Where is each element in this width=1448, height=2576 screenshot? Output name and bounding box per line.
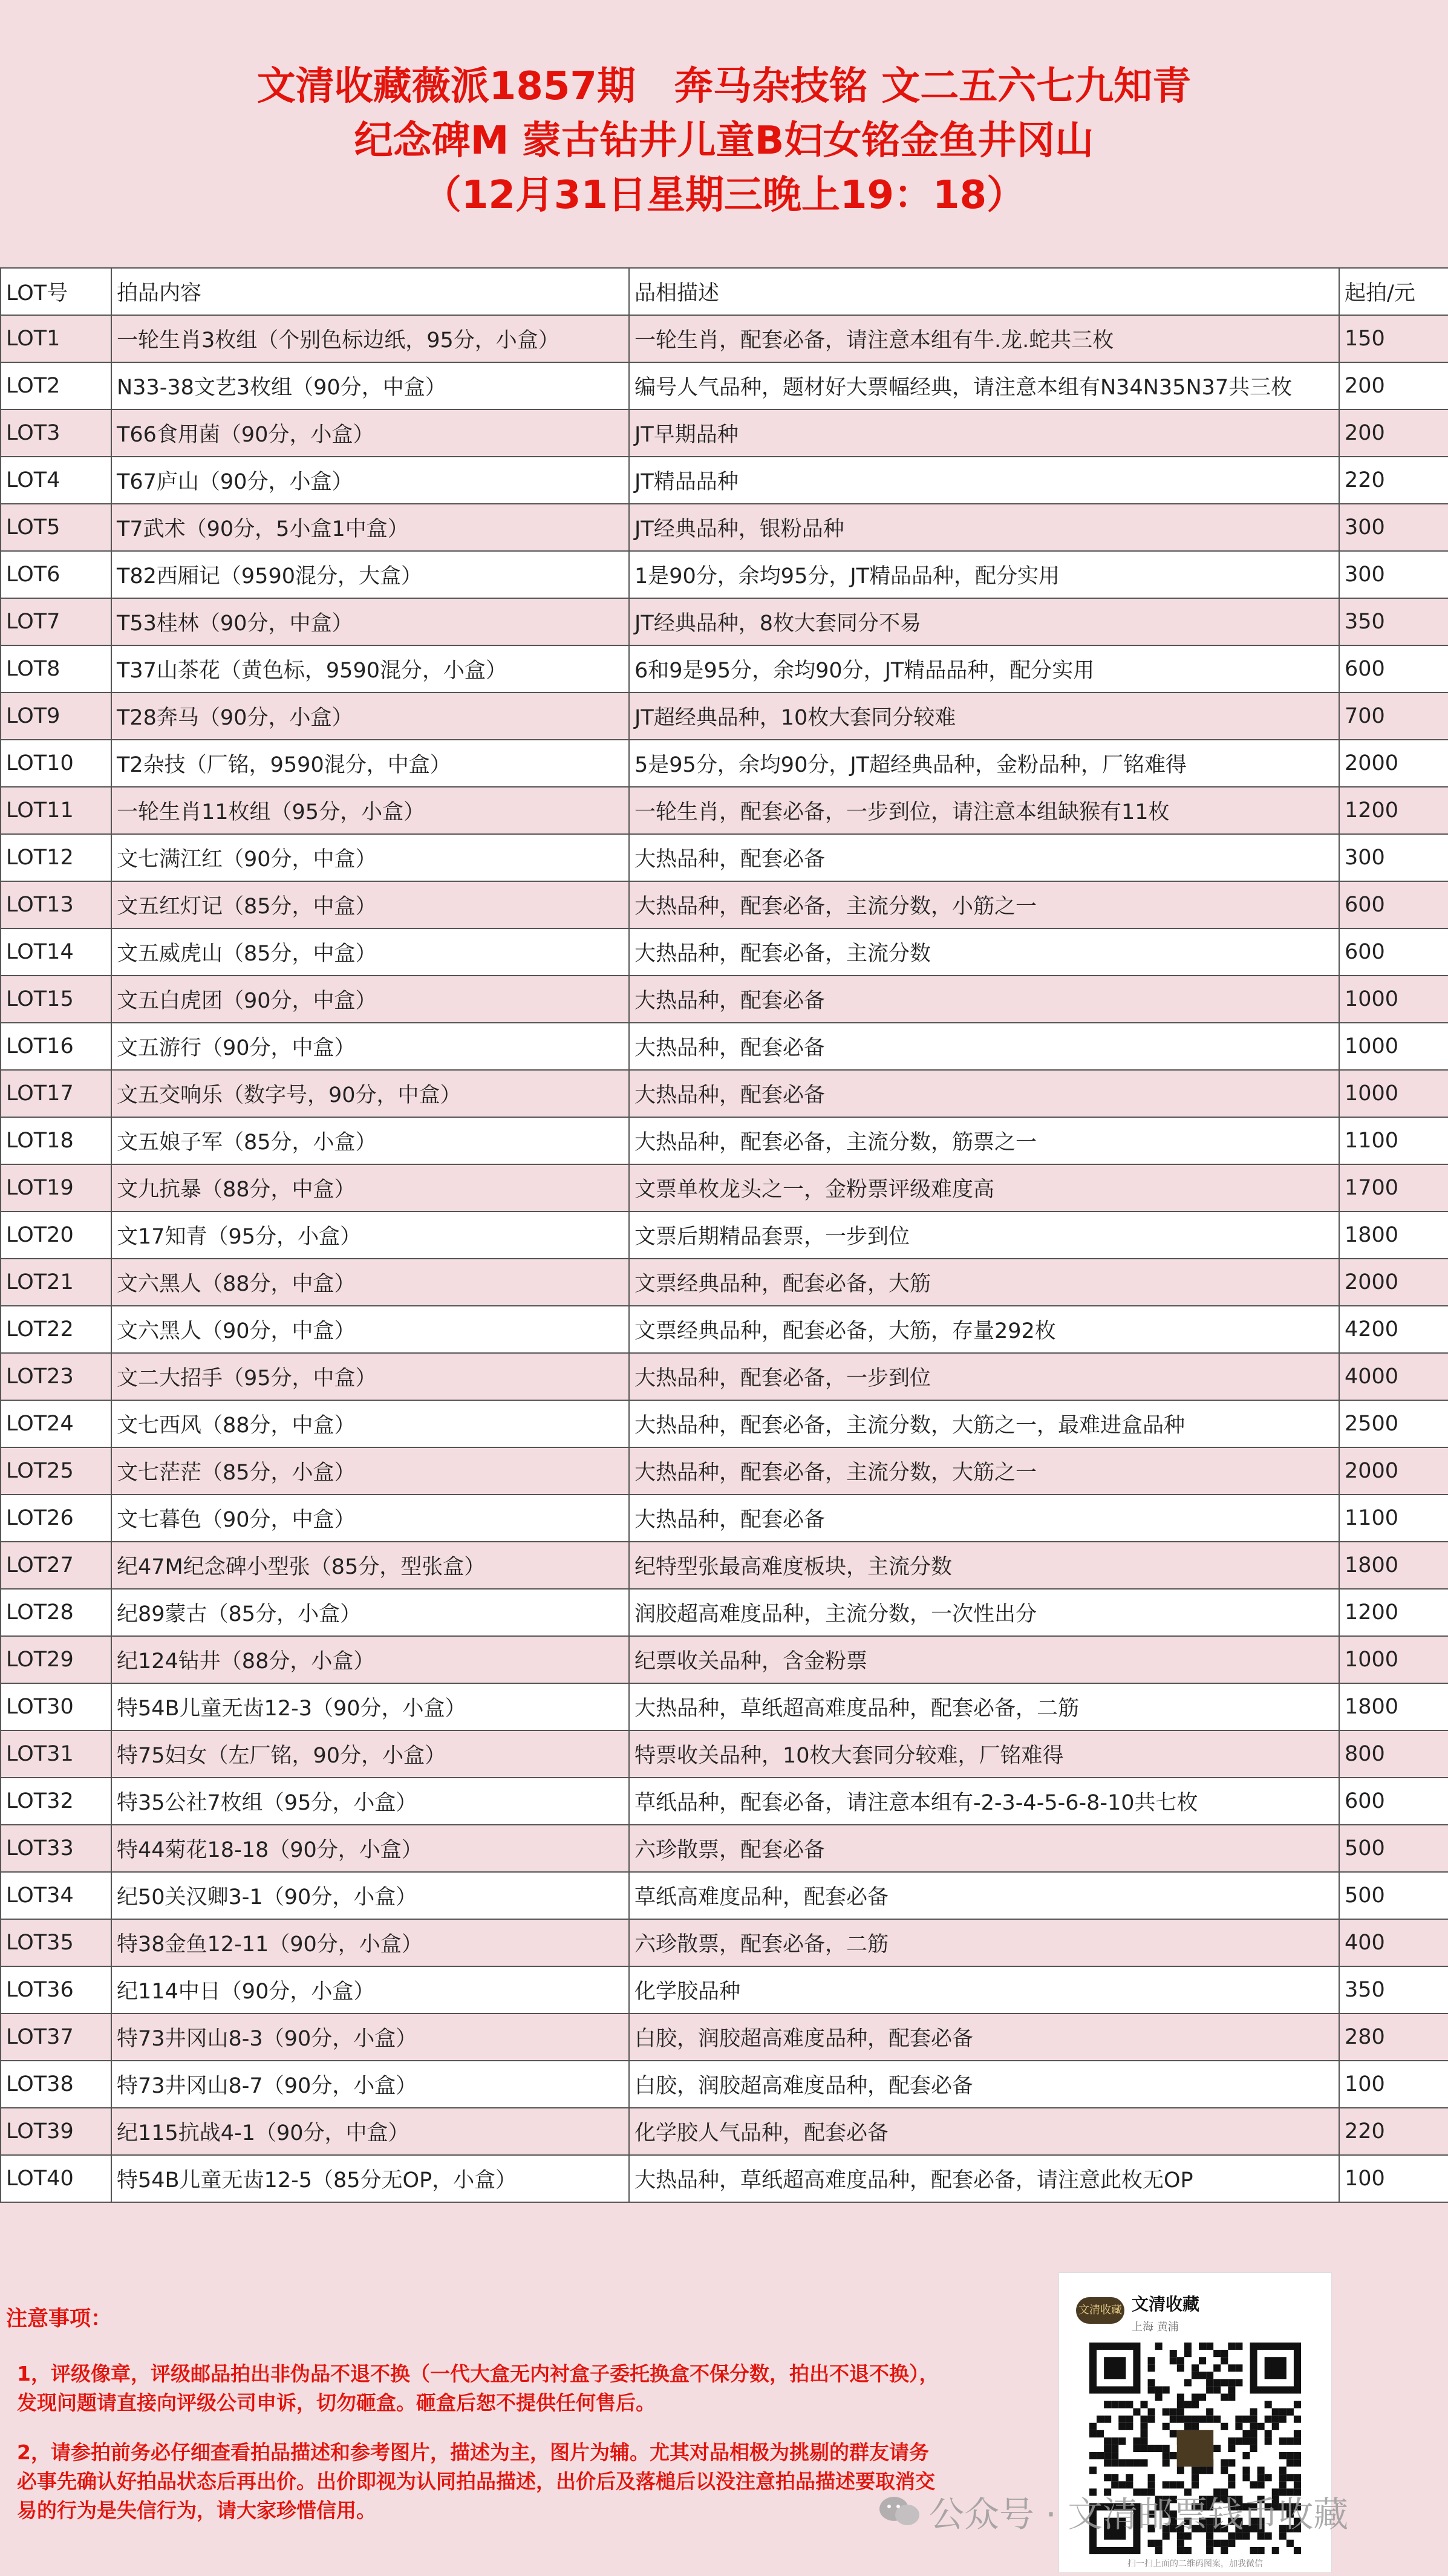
qr-caption: 扫一扫上面的二维码图案，加我微信 bbox=[1127, 2559, 1263, 2569]
table-row bbox=[1, 1164, 1448, 1211]
lot-number: LOT4 bbox=[1, 457, 111, 504]
lot-description: 一轮生肖，配套必备，请注意本组有牛.龙.蛇共三枚 bbox=[629, 315, 1339, 362]
lot-number: LOT11 bbox=[1, 787, 111, 834]
table-row bbox=[1, 1070, 1448, 1117]
table-row bbox=[1, 457, 1448, 504]
lot-description: JT精品品种 bbox=[629, 457, 1339, 504]
lot-start-price: 1700 bbox=[1339, 1164, 1448, 1211]
lot-number: LOT20 bbox=[1, 1211, 111, 1259]
table-row bbox=[1, 1683, 1448, 1730]
lot-number: LOT2 bbox=[1, 362, 111, 409]
title-line-1: 文清收藏薇派1857期 奔马杂技铭 文二五六七九知青 bbox=[256, 64, 1192, 109]
lot-description: 6和9是95分，余均90分，JT精品品种，配分实用 bbox=[629, 645, 1339, 693]
lot-content: N33-38文艺3枚组（90分，中盒） bbox=[111, 362, 629, 409]
table-row bbox=[1, 1259, 1448, 1306]
lot-content: T53桂林（90分，中盒） bbox=[111, 598, 629, 645]
lot-start-price: 1800 bbox=[1339, 1683, 1448, 1730]
notes-item-1: 1，评级像章，评级邮品拍出非伪品不退不换（一代大盒无内衬盒子委托换盒不保分数，拍出不退不换），发现问题请直接向评级公司申诉，切勿砸盒。砸盒后恕不提供任何售后。 bbox=[17, 2362, 939, 2415]
lot-start-price: 200 bbox=[1339, 409, 1448, 457]
notes-section bbox=[0, 2260, 1448, 2576]
lot-start-price: 200 bbox=[1339, 362, 1448, 409]
lot-content: T67庐山（90分，小盒） bbox=[111, 457, 629, 504]
page-header bbox=[0, 0, 1448, 266]
lot-start-price: 1000 bbox=[1339, 1023, 1448, 1070]
lot-number: LOT23 bbox=[1, 1353, 111, 1400]
table-row bbox=[1, 976, 1448, 1023]
lot-content: 文六黑人（88分，中盒） bbox=[111, 1259, 629, 1306]
lot-start-price: 1800 bbox=[1339, 1542, 1448, 1589]
lot-description: 文票经典品种，配套必备，大筋 bbox=[629, 1259, 1339, 1306]
lot-start-price: 220 bbox=[1339, 457, 1448, 504]
lot-number: LOT32 bbox=[1, 1778, 111, 1825]
lot-content: T28奔马（90分，小盒） bbox=[111, 693, 629, 740]
lot-number: LOT18 bbox=[1, 1117, 111, 1164]
notes-item-2: 2，请参拍前务必仔细查看拍品描述和参考图片，描述为主，图片为辅。尤其对品相极为挑剔的群友请务必事先确认好拍品状态后再出价。出价即视为认同拍品描述，出价后及落槌后以没注意拍品描述要取消交易的行为是失信行为，请大家珍惜信用。 bbox=[17, 2441, 935, 2522]
lot-number: LOT33 bbox=[1, 1825, 111, 1872]
lot-content: 特73井冈山8-3（90分，小盒） bbox=[111, 2014, 629, 2061]
table-row bbox=[1, 1825, 1448, 1872]
lot-start-price: 500 bbox=[1339, 1825, 1448, 1872]
lot-number: LOT38 bbox=[1, 2061, 111, 2108]
table-row bbox=[1, 551, 1448, 598]
lot-start-price: 600 bbox=[1339, 928, 1448, 976]
lot-table bbox=[0, 267, 1448, 2203]
table-row bbox=[1, 693, 1448, 740]
lot-content: 特35公社7枚组（95分，小盒） bbox=[111, 1778, 629, 1825]
table-row bbox=[1, 1117, 1448, 1164]
lot-description: JT经典品种，8枚大套同分不易 bbox=[629, 598, 1339, 645]
lot-start-price: 2500 bbox=[1339, 1400, 1448, 1447]
table-row bbox=[1, 1589, 1448, 1636]
lot-number: LOT28 bbox=[1, 1589, 111, 1636]
lot-start-price: 1200 bbox=[1339, 787, 1448, 834]
lot-description: 草纸高难度品种，配套必备 bbox=[629, 1872, 1339, 1919]
lot-description: 六珍散票，配套必备，二筋 bbox=[629, 1919, 1339, 1966]
lot-description: 大热品种，配套必备 bbox=[629, 1070, 1339, 1117]
table-row bbox=[1, 645, 1448, 693]
lot-description: 草纸品种，配套必备，请注意本组有-2-3-4-5-6-8-10共七枚 bbox=[629, 1778, 1339, 1825]
lot-number: LOT31 bbox=[1, 1730, 111, 1778]
table-row bbox=[1, 2155, 1448, 2202]
table-row bbox=[1, 2108, 1448, 2155]
lot-number: LOT10 bbox=[1, 740, 111, 787]
table-row bbox=[1, 1447, 1448, 1495]
column-header-price: 起拍/元 bbox=[1339, 268, 1448, 315]
lot-content: 文六黑人（90分，中盒） bbox=[111, 1306, 629, 1353]
lot-number: LOT30 bbox=[1, 1683, 111, 1730]
lot-number: LOT1 bbox=[1, 315, 111, 362]
lot-content: 文五游行（90分，中盒） bbox=[111, 1023, 629, 1070]
title-line-2: 纪念碑M 蒙古钻井儿童B妇女铭金鱼井冈山 bbox=[354, 119, 1094, 163]
lot-start-price: 100 bbox=[1339, 2155, 1448, 2202]
table-header-row bbox=[1, 268, 1448, 315]
lot-start-price: 280 bbox=[1339, 2014, 1448, 2061]
lot-number: LOT22 bbox=[1, 1306, 111, 1353]
lot-start-price: 1100 bbox=[1339, 1117, 1448, 1164]
lot-number: LOT26 bbox=[1, 1495, 111, 1542]
lot-number: LOT16 bbox=[1, 1023, 111, 1070]
table-row bbox=[1, 1023, 1448, 1070]
lot-start-price: 2000 bbox=[1339, 1259, 1448, 1306]
lot-number: LOT15 bbox=[1, 976, 111, 1023]
brand-logo: 文清收藏 bbox=[1076, 2297, 1124, 2324]
lot-number: LOT35 bbox=[1, 1919, 111, 1966]
lot-description: 大热品种，配套必备 bbox=[629, 1495, 1339, 1542]
lot-content: T82西厢记（9590混分，大盒） bbox=[111, 551, 629, 598]
lot-start-price: 300 bbox=[1339, 551, 1448, 598]
lot-start-price: 600 bbox=[1339, 881, 1448, 928]
lot-content: 纪89蒙古（85分，小盒） bbox=[111, 1589, 629, 1636]
lot-description: 5是95分，余均90分，JT超经典品种，金粉品种，厂铭难得 bbox=[629, 740, 1339, 787]
lot-description: 大热品种，配套必备 bbox=[629, 976, 1339, 1023]
lot-description: JT经典品种，银粉品种 bbox=[629, 504, 1339, 551]
lot-description: 纪特型张最高难度板块，主流分数 bbox=[629, 1542, 1339, 1589]
notes-title: 注意事项： bbox=[6, 2307, 113, 2331]
lot-content: 特54B儿童无齿12-3（90分，小盒） bbox=[111, 1683, 629, 1730]
lot-content: T37山茶花（黄色标，9590混分，小盒） bbox=[111, 645, 629, 693]
lot-content: 文七西风（88分，中盒） bbox=[111, 1400, 629, 1447]
lot-start-price: 150 bbox=[1339, 315, 1448, 362]
lot-content: 文二大招手（95分，中盒） bbox=[111, 1353, 629, 1400]
lot-number: LOT29 bbox=[1, 1636, 111, 1683]
lot-description: 一轮生肖，配套必备，一步到位，请注意本组缺猴有11枚 bbox=[629, 787, 1339, 834]
table-row bbox=[1, 1211, 1448, 1259]
lot-number: LOT6 bbox=[1, 551, 111, 598]
lot-number: LOT3 bbox=[1, 409, 111, 457]
lot-number: LOT7 bbox=[1, 598, 111, 645]
lot-description: 大热品种，配套必备 bbox=[629, 834, 1339, 881]
lot-description: 编号人气品种，题材好大票幅经典，请注意本组有N34N35N37共三枚 bbox=[629, 362, 1339, 409]
lot-number: LOT36 bbox=[1, 1966, 111, 2014]
table-row bbox=[1, 881, 1448, 928]
lot-number: LOT24 bbox=[1, 1400, 111, 1447]
lot-start-price: 1200 bbox=[1339, 1589, 1448, 1636]
table-row bbox=[1, 1306, 1448, 1353]
lot-description: 大热品种，配套必备，主流分数，大筋之一，最难进盒品种 bbox=[629, 1400, 1339, 1447]
lot-description: 大热品种，草纸超高难度品种，配套必备，二筋 bbox=[629, 1683, 1339, 1730]
lot-start-price: 600 bbox=[1339, 645, 1448, 693]
lot-content: 一轮生肖3枚组（个别色标边纸，95分，小盒） bbox=[111, 315, 629, 362]
lot-description: 大热品种，草纸超高难度品种，配套必备，请注意此枚无OP bbox=[629, 2155, 1339, 2202]
lot-description: 化学胶人气品种，配套必备 bbox=[629, 2108, 1339, 2155]
lot-start-price: 600 bbox=[1339, 1778, 1448, 1825]
table-body bbox=[1, 315, 1448, 2202]
lot-number: LOT25 bbox=[1, 1447, 111, 1495]
lot-number: LOT34 bbox=[1, 1872, 111, 1919]
lot-description: 纪票收关品种，含金粉票 bbox=[629, 1636, 1339, 1683]
table-row bbox=[1, 315, 1448, 362]
lot-start-price: 800 bbox=[1339, 1730, 1448, 1778]
table-row bbox=[1, 928, 1448, 976]
lot-number: LOT37 bbox=[1, 2014, 111, 2061]
table-row bbox=[1, 1966, 1448, 2014]
table-row bbox=[1, 2014, 1448, 2061]
lot-content: 文五白虎团（90分，中盒） bbox=[111, 976, 629, 1023]
table-row bbox=[1, 1919, 1448, 1966]
lot-content: 特38金鱼12-11（90分，小盒） bbox=[111, 1919, 629, 1966]
lot-start-price: 2000 bbox=[1339, 740, 1448, 787]
lot-start-price: 1800 bbox=[1339, 1211, 1448, 1259]
lot-content: 文五交响乐（数字号，90分，中盒） bbox=[111, 1070, 629, 1117]
lot-description: 特票收关品种，10枚大套同分较难，厂铭难得 bbox=[629, 1730, 1339, 1778]
watermark-text: 公众号 · 文清邮票钱币收藏 bbox=[929, 2494, 1349, 2535]
lot-number: LOT14 bbox=[1, 928, 111, 976]
table-row bbox=[1, 1353, 1448, 1400]
lot-description: 文票单枚龙头之一，金粉票评级难度高 bbox=[629, 1164, 1339, 1211]
lot-description: 白胶，润胶超高难度品种，配套必备 bbox=[629, 2061, 1339, 2108]
lot-start-price: 1000 bbox=[1339, 1636, 1448, 1683]
lot-content: 文七茫茫（85分，小盒） bbox=[111, 1447, 629, 1495]
lot-description: 润胶超高难度品种，主流分数，一次性出分 bbox=[629, 1589, 1339, 1636]
lot-start-price: 400 bbox=[1339, 1919, 1448, 1966]
table-row bbox=[1, 740, 1448, 787]
lot-content: 特54B儿童无齿12-5（85分无OP，小盒） bbox=[111, 2155, 629, 2202]
lot-content: 特73井冈山8-7（90分，小盒） bbox=[111, 2061, 629, 2108]
table-row bbox=[1, 1495, 1448, 1542]
lot-description: JT早期品种 bbox=[629, 409, 1339, 457]
lot-number: LOT21 bbox=[1, 1259, 111, 1306]
lot-description: 化学胶品种 bbox=[629, 1966, 1339, 2014]
column-header-lot: LOT号 bbox=[1, 268, 111, 315]
lot-description: 大热品种，配套必备，主流分数，筋票之一 bbox=[629, 1117, 1339, 1164]
lot-content: 纪50关汉卿3-1（90分，小盒） bbox=[111, 1872, 629, 1919]
lot-start-price: 300 bbox=[1339, 504, 1448, 551]
table-row bbox=[1, 1778, 1448, 1825]
lot-content: 特44菊花18-18（90分，小盒） bbox=[111, 1825, 629, 1872]
lot-content: 文五威虎山（85分，中盒） bbox=[111, 928, 629, 976]
lot-content: T66食用菌（90分，小盒） bbox=[111, 409, 629, 457]
table-row bbox=[1, 362, 1448, 409]
lot-number: LOT40 bbox=[1, 2155, 111, 2202]
lot-start-price: 700 bbox=[1339, 693, 1448, 740]
lot-number: LOT39 bbox=[1, 2108, 111, 2155]
lot-content: T7武术（90分，5小盒1中盒） bbox=[111, 504, 629, 551]
lot-number: LOT13 bbox=[1, 881, 111, 928]
lot-start-price: 350 bbox=[1339, 598, 1448, 645]
column-header-content: 拍品内容 bbox=[111, 268, 629, 315]
table-row bbox=[1, 1636, 1448, 1683]
lot-number: LOT19 bbox=[1, 1164, 111, 1211]
lot-content: 特75妇女（左厂铭，90分，小盒） bbox=[111, 1730, 629, 1778]
lot-description: 文票后期精品套票，一步到位 bbox=[629, 1211, 1339, 1259]
lot-content: 纪114中日（90分，小盒） bbox=[111, 1966, 629, 2014]
lot-start-price: 1000 bbox=[1339, 1070, 1448, 1117]
lot-start-price: 100 bbox=[1339, 2061, 1448, 2108]
table-row bbox=[1, 1872, 1448, 1919]
table-row bbox=[1, 1542, 1448, 1589]
table-row bbox=[1, 598, 1448, 645]
lot-content: 文五红灯记（85分，中盒） bbox=[111, 881, 629, 928]
lot-start-price: 220 bbox=[1339, 2108, 1448, 2155]
lot-description: 白胶，润胶超高难度品种，配套必备 bbox=[629, 2014, 1339, 2061]
lot-start-price: 1100 bbox=[1339, 1495, 1448, 1542]
lot-start-price: 4000 bbox=[1339, 1353, 1448, 1400]
lot-start-price: 500 bbox=[1339, 1872, 1448, 1919]
column-header-description: 品相描述 bbox=[629, 268, 1339, 315]
lot-content: 文五娘子军（85分，小盒） bbox=[111, 1117, 629, 1164]
lot-description: 六珍散票，配套必备 bbox=[629, 1825, 1339, 1872]
lot-description: JT超经典品种，10枚大套同分较难 bbox=[629, 693, 1339, 740]
lot-description: 大热品种，配套必备 bbox=[629, 1023, 1339, 1070]
lot-number: LOT9 bbox=[1, 693, 111, 740]
lot-start-price: 1000 bbox=[1339, 976, 1448, 1023]
account-location: 上海 黄浦 bbox=[1132, 2321, 1179, 2333]
table-row bbox=[1, 1400, 1448, 1447]
lot-description: 1是90分，余均95分，JT精品品种，配分实用 bbox=[629, 551, 1339, 598]
lot-number: LOT17 bbox=[1, 1070, 111, 1117]
lot-description: 文票经典品种，配套必备，大筋，存量292枚 bbox=[629, 1306, 1339, 1353]
lot-content: 纪115抗战4-1（90分，中盒） bbox=[111, 2108, 629, 2155]
table-row bbox=[1, 2061, 1448, 2108]
table-row bbox=[1, 1730, 1448, 1778]
lot-number: LOT27 bbox=[1, 1542, 111, 1589]
table-row bbox=[1, 504, 1448, 551]
title-line-3: （12月31日星期三晚上19：18） bbox=[422, 173, 1026, 218]
lot-number: LOT5 bbox=[1, 504, 111, 551]
lot-start-price: 300 bbox=[1339, 834, 1448, 881]
lot-content: 一轮生肖11枚组（95分，小盒） bbox=[111, 787, 629, 834]
lot-content: T2杂技（厂铭，9590混分，中盒） bbox=[111, 740, 629, 787]
lot-description: 大热品种，配套必备，主流分数，小筋之一 bbox=[629, 881, 1339, 928]
lot-content: 文七满江红（90分，中盒） bbox=[111, 834, 629, 881]
lot-description: 大热品种，配套必备，主流分数 bbox=[629, 928, 1339, 976]
lot-start-price: 350 bbox=[1339, 1966, 1448, 2014]
table-row bbox=[1, 834, 1448, 881]
table-row bbox=[1, 787, 1448, 834]
lot-content: 文17知青（95分，小盒） bbox=[111, 1211, 629, 1259]
table-row bbox=[1, 409, 1448, 457]
lot-number: LOT8 bbox=[1, 645, 111, 693]
lot-content: 文九抗暴（88分，中盒） bbox=[111, 1164, 629, 1211]
lot-description: 大热品种，配套必备，主流分数，大筋之一 bbox=[629, 1447, 1339, 1495]
lot-start-price: 4200 bbox=[1339, 1306, 1448, 1353]
lot-number: LOT12 bbox=[1, 834, 111, 881]
lot-content: 纪124钻井（88分，小盒） bbox=[111, 1636, 629, 1683]
lot-start-price: 2000 bbox=[1339, 1447, 1448, 1495]
lot-content: 纪47M纪念碑小型张（85分，型张盒） bbox=[111, 1542, 629, 1589]
lot-description: 大热品种，配套必备，一步到位 bbox=[629, 1353, 1339, 1400]
account-name: 文清收藏 bbox=[1132, 2294, 1200, 2314]
lot-content: 文七暮色（90分，中盒） bbox=[111, 1495, 629, 1542]
watermark bbox=[877, 2486, 1348, 2537]
wechat-icon bbox=[877, 2494, 921, 2528]
